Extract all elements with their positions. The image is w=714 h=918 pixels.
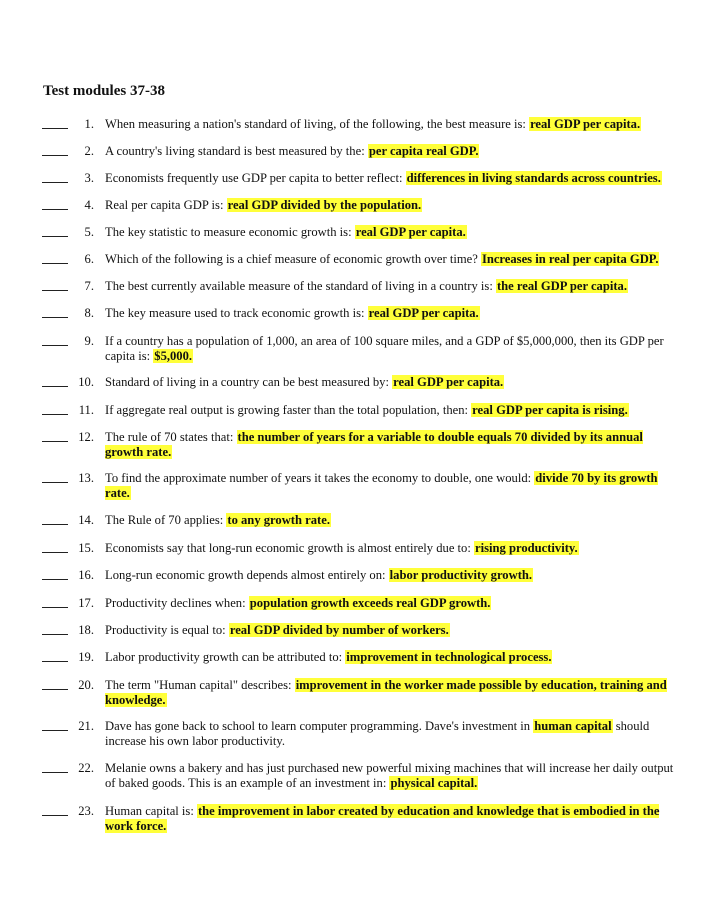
question-number: 11. xyxy=(78,403,94,417)
answer-blank-line xyxy=(42,441,68,442)
question-number: 14. xyxy=(78,513,94,527)
highlighted-answer: per capita real GDP. xyxy=(368,144,479,158)
highlighted-answer: labor productivity growth. xyxy=(389,568,533,582)
question-number: 18. xyxy=(78,623,94,637)
question-prompt: Real per capita GDP is: xyxy=(105,198,227,212)
answer-blank-line xyxy=(42,290,68,291)
answer-blank-line xyxy=(42,661,68,662)
question-text xyxy=(105,279,680,294)
answer-blank-line xyxy=(42,209,68,210)
question-number: 19. xyxy=(78,650,94,664)
answer-blank-line xyxy=(42,772,68,773)
answer-blank-line xyxy=(42,386,68,387)
question-prompt: If a country has a population of 1,000, an area of 100 square miles, and a GDP of $5,000,000, then its GDP per capita is: xyxy=(105,334,664,363)
question-text xyxy=(105,225,680,240)
answer-blank-line xyxy=(42,414,68,415)
highlighted-answer: improvement in technological process. xyxy=(346,650,552,664)
highlighted-answer: $5,000. xyxy=(154,348,193,363)
page-title: Test modules 37-38 xyxy=(43,83,165,99)
question-text xyxy=(105,623,680,638)
answer-blank-line xyxy=(42,236,68,237)
highlighted-answer: real GDP divided by number of workers. xyxy=(229,623,449,637)
question-text xyxy=(105,650,680,665)
question-prompt: A country's living standard is best measured by the: xyxy=(105,144,368,158)
question-text xyxy=(105,171,680,186)
question-number: 10. xyxy=(78,375,94,389)
answer-blank-line xyxy=(42,482,68,483)
question-prompt: The best currently available measure of the standard of living in a country is: xyxy=(105,279,496,293)
question-prompt: Productivity is equal to: xyxy=(105,623,229,637)
question-number: 17. xyxy=(78,596,94,610)
question-number: 9. xyxy=(84,334,94,348)
question-text xyxy=(105,596,680,611)
answer-blank-line xyxy=(42,524,68,525)
question-text xyxy=(105,375,680,390)
question-prompt-continued: should increase his own labor productivity. xyxy=(105,719,650,748)
question-number: 15. xyxy=(78,541,94,555)
question-text xyxy=(105,117,680,132)
question-text xyxy=(105,430,680,459)
highlighted-answer: improvement in the worker made possible by education, training and knowledge. xyxy=(105,678,667,707)
answer-blank-line xyxy=(42,689,68,690)
highlighted-answer: real GDP per capita. xyxy=(368,306,479,320)
question-number: 13. xyxy=(78,471,94,485)
question-text xyxy=(105,334,680,363)
question-text xyxy=(105,761,680,790)
question-number: 6. xyxy=(84,252,94,266)
question-number: 20. xyxy=(78,678,94,692)
question-number: 5. xyxy=(84,225,94,239)
question-prompt: Economists say that long-run economic growth is almost entirely due to: xyxy=(105,541,475,555)
question-number: 21. xyxy=(78,719,94,733)
question-number: 16. xyxy=(78,568,94,582)
question-number: 12. xyxy=(78,430,94,444)
question-prompt: Human capital is: xyxy=(105,804,197,818)
question-text xyxy=(105,678,680,707)
question-prompt: When measuring a nation's standard of living, of the following, the best measure is: xyxy=(105,117,530,131)
highlighted-answer: to any growth rate. xyxy=(227,513,330,527)
question-prompt: To find the approximate number of years it takes the economy to double, one would: xyxy=(105,471,535,485)
question-number: 23. xyxy=(78,804,94,818)
question-prompt: Economists frequently use GDP per capita to better reflect: xyxy=(105,171,406,185)
answer-blank-line xyxy=(42,607,68,608)
question-number: 1. xyxy=(84,117,94,131)
question-prompt: The Rule of 70 applies: xyxy=(105,513,227,527)
question-prompt: The term "Human capital" describes: xyxy=(105,678,295,692)
answer-blank-line xyxy=(42,155,68,156)
highlighted-answer: human capital xyxy=(534,719,612,733)
answer-blank-line xyxy=(42,345,68,346)
question-prompt: The rule of 70 states that: xyxy=(105,430,237,444)
question-prompt: Melanie owns a bakery and has just purchased new powerful mixing machines that will increase her daily output of baked goods. This is an example of an investment in: xyxy=(105,761,674,790)
answer-blank-line xyxy=(42,552,68,553)
question-prompt: Dave has gone back to school to learn computer programming. Dave's investment in xyxy=(105,719,534,733)
question-number: 8. xyxy=(84,306,94,320)
question-prompt: The key measure used to track economic growth is: xyxy=(105,306,368,320)
question-text xyxy=(105,541,680,556)
answer-blank-line xyxy=(42,128,68,129)
question-prompt: If aggregate real output is growing faster than the total population, then: xyxy=(105,403,472,417)
highlighted-answer: Increases in real per capita GDP. xyxy=(481,252,659,266)
question-prompt: Standard of living in a country can be best measured by: xyxy=(105,375,393,389)
answer-blank-line xyxy=(42,317,68,318)
question-prompt: Labor productivity growth can be attributed to: xyxy=(105,650,346,664)
highlighted-answer: real GDP per capita. xyxy=(355,225,466,239)
question-text xyxy=(105,719,680,748)
question-text xyxy=(105,804,680,833)
answer-blank-line xyxy=(42,730,68,731)
highlighted-answer: the number of years for a variable to double equals 70 divided by its annual growth rate. xyxy=(105,430,643,459)
highlighted-answer: differences in living standards across countries. xyxy=(406,171,661,185)
highlighted-answer: the real GDP per capita. xyxy=(496,279,627,293)
answer-blank-line xyxy=(42,182,68,183)
question-number: 4. xyxy=(84,198,94,212)
highlighted-answer: real GDP per capita. xyxy=(393,375,504,389)
highlighted-answer: real GDP per capita. xyxy=(530,117,641,131)
question-text xyxy=(105,306,680,321)
highlighted-answer: physical capital. xyxy=(390,775,478,790)
answer-blank-line xyxy=(42,634,68,635)
answer-blank-line xyxy=(42,815,68,816)
question-text xyxy=(105,252,680,267)
answer-blank-line xyxy=(42,579,68,580)
question-prompt: Long-run economic growth depends almost entirely on: xyxy=(105,568,389,582)
highlighted-answer: population growth exceeds real GDP growth. xyxy=(249,596,491,610)
question-number: 22. xyxy=(78,761,94,775)
question-text xyxy=(105,568,680,583)
question-prompt: Productivity declines when: xyxy=(105,596,249,610)
question-number: 3. xyxy=(84,171,94,185)
question-text xyxy=(105,198,680,213)
question-prompt: Which of the following is a chief measure of economic growth over time? xyxy=(105,252,481,266)
question-number: 7. xyxy=(84,279,94,293)
highlighted-answer: the improvement in labor created by education and knowledge that is embodied in the work force. xyxy=(105,804,660,833)
question-number: 2. xyxy=(84,144,94,158)
highlighted-answer: real GDP per capita is rising. xyxy=(472,403,628,417)
highlighted-answer: real GDP divided by the population. xyxy=(227,198,422,212)
question-text xyxy=(105,513,680,528)
answer-blank-line xyxy=(42,263,68,264)
question-prompt: The key statistic to measure economic growth is: xyxy=(105,225,355,239)
highlighted-answer: rising productivity. xyxy=(475,541,578,555)
question-text xyxy=(105,144,680,159)
question-text xyxy=(105,471,680,500)
question-text xyxy=(105,403,680,418)
highlighted-answer: divide 70 by its growth rate. xyxy=(105,471,658,500)
